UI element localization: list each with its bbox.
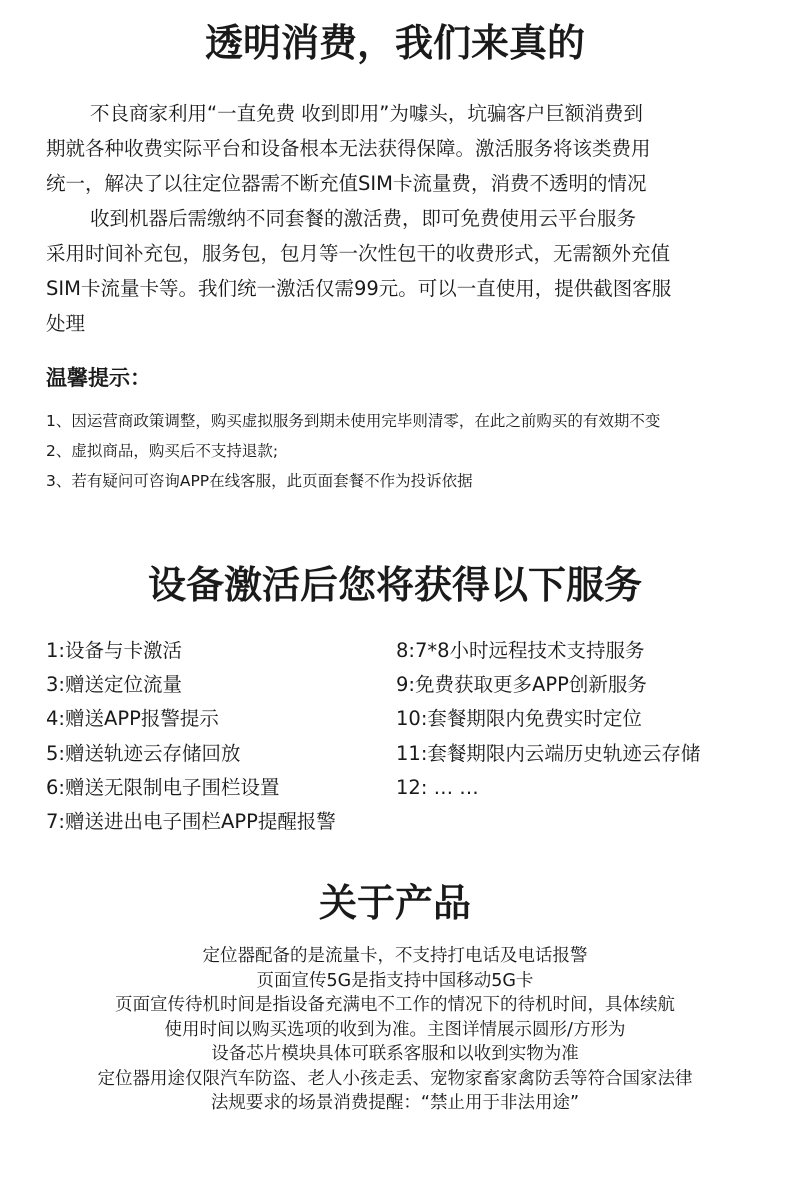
tips-heading: 温馨提示：: [46, 366, 151, 390]
intro-line: 处理: [46, 312, 86, 335]
service-item: 1:设备与卡激活: [46, 639, 182, 662]
services-list-right: [396, 634, 700, 805]
service-item: 12: … …: [396, 775, 479, 799]
about-line: 使用时间以购买选项的收到为准。主图详情展示圆形/方形为: [164, 1019, 626, 1040]
about-product-text: [0, 944, 790, 1116]
services-list-left: [46, 634, 336, 839]
service-item: 9:免费获取更多APP创新服务: [396, 673, 647, 697]
tip-item: 3、若有疑问可咨询APP在线客服，此页面套餐不作为投诉依据: [46, 472, 473, 490]
service-item: 5:赠送轨迹云存储回放: [46, 741, 241, 765]
intro-line: 采用时间补充包，服务包，包月等一次性包干的收费形式，无需额外充值: [46, 242, 671, 265]
service-item: 11:套餐期限内云端历史轨迹云存储: [396, 741, 701, 765]
intro-line: 收到机器后需缴纳不同套餐的激活费，即可免费使用云平台服务: [90, 207, 637, 230]
about-line: 定位器用途仅限汽车防盗、老人小孩走丢、宠物家畜家禽防丢等符合国家法律: [97, 1068, 693, 1089]
intro-line: 不良商家利用“一直免费 收到即用”为噱头，坑骗客户巨额消费到: [90, 102, 643, 125]
about-product-title: 关于产品: [318, 881, 471, 925]
intro-line: SIM卡流量卡等。我们统一激活仅需99元。可以一直使用，提供截图客服: [46, 277, 672, 300]
transparent-consumption-title: 透明消费，我们来真的: [204, 21, 585, 65]
intro-text: [46, 96, 756, 341]
about-line: 页面宣传待机时间是指设备充满电不工作的情况下的待机时间，具体续航: [115, 995, 675, 1015]
service-item: 7:赠送进出电子围栏APP提醒报警: [46, 810, 336, 834]
service-item: 3:赠送定位流量: [46, 673, 182, 697]
service-item: 8:7*8小时远程技术支持服务: [396, 639, 645, 662]
intro-line: 期就各种收费实际平台和设备根本无法获得保障。激活服务将该类费用: [46, 137, 651, 160]
about-line: 页面宣传5G是指支持中国移动5G卡: [256, 970, 534, 991]
intro-line: 统一，解决了以往定位器需不断充值SIM卡流量费，消费不透明的情况: [46, 172, 647, 195]
tip-item: 1、因运营商政策调整，购买虚拟服务到期未使用完毕则清零，在此之前购买的有效期不变: [46, 412, 661, 430]
service-item: 10:套餐期限内免费实时定位: [396, 707, 642, 731]
about-line: 设备芯片模块具体可联系客服和以收到实物为准: [211, 1044, 579, 1064]
about-line: 法规要求的场景消费提醒：“禁止用于非法用途”: [210, 1093, 580, 1113]
services-title: 设备激活后您将获得以下服务: [147, 563, 642, 607]
tip-item: 2、虚拟商品，购买后不支持退款;: [46, 442, 279, 460]
tips-list: [46, 406, 660, 496]
about-line: 定位器配备的是流量卡，不支持打电话及电话报警: [202, 946, 588, 966]
service-item: 6:赠送无限制电子围栏设置: [46, 775, 280, 799]
service-item: 4:赠送APP报警提示: [46, 707, 219, 731]
